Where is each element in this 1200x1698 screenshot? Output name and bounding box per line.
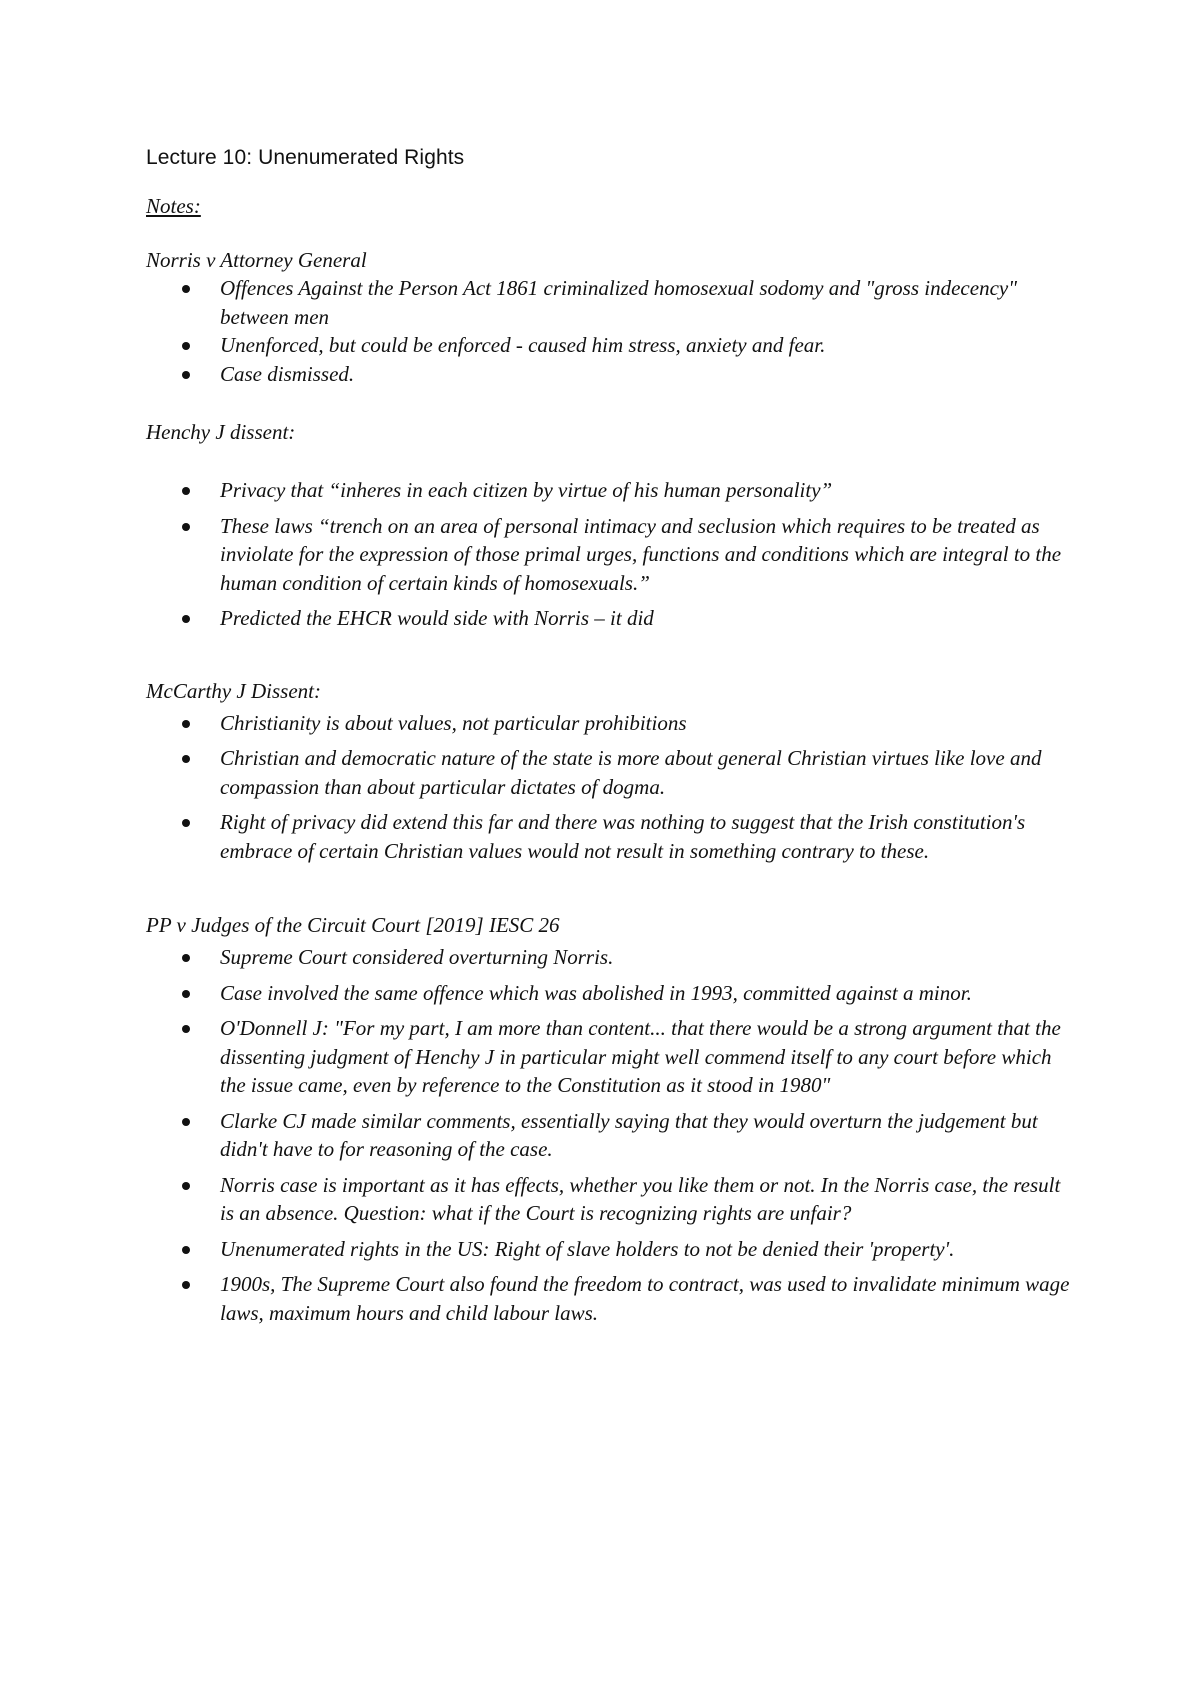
bullet-dot-icon (182, 487, 190, 495)
section-heading: PP v Judges of the Circuit Court [2019] IESC 26 (146, 913, 560, 937)
bullet-dot-icon (182, 615, 190, 623)
bullet-item (146, 1107, 1076, 1164)
document-content (146, 144, 1076, 1327)
bullet-item (146, 1235, 1076, 1264)
bullet-item (146, 1270, 1076, 1327)
bullet-dot-icon (182, 990, 190, 998)
bullet-text: O'Donnell J: "For my part, I am more than content... that there would be a strong argument that the dissenting judgment of Henchy J in particular might well commend itself to any court before which the issue came, even by reference to the Constitution as it stood in 1980" (220, 1016, 1061, 1097)
section-mccarthy-dissent (146, 677, 1076, 866)
bullet-text: Unenumerated rights in the US: Right of slave holders to not be denied their 'property'. (220, 1236, 955, 1261)
bullet-list (146, 476, 1076, 633)
bullet-text: Norris case is important as it has effects, whether you like them or not. In the Norris case, the result is an absence. Question: what if the Court is recognizing rights are unfair? (220, 1172, 1061, 1225)
bullet-text: Right of privacy did extend this far and there was nothing to suggest that the Irish constitution's embrace of certain Christian values would not result in something contrary to these. (220, 810, 1026, 863)
bullet-item (146, 744, 1076, 801)
bullet-list (146, 709, 1076, 866)
bullet-item (146, 709, 1076, 738)
section-heading: Henchy J dissent: (146, 420, 296, 444)
bullet-text: Predicted the EHCR would side with Norris – it did (220, 606, 654, 630)
bullet-dot-icon (182, 371, 190, 379)
bullet-text: Offences Against the Person Act 1861 criminalized homosexual sodomy and "gross indecency" between men (220, 276, 1018, 329)
bullet-item (146, 604, 1076, 633)
bullet-list (146, 274, 1076, 388)
section-henchy-dissent (146, 418, 1076, 633)
bullet-dot-icon (182, 819, 190, 827)
notes-label: Notes: (146, 194, 201, 218)
bullet-item (146, 943, 1076, 972)
bullet-text: Privacy that “inheres in each citizen by virtue of his human personality” (220, 478, 833, 502)
bullet-text: Unenforced, but could be enforced - caused him stress, anxiety and fear. (220, 333, 826, 357)
bullet-dot-icon (182, 1281, 190, 1289)
bullet-text: Supreme Court considered overturning Norris. (220, 945, 614, 969)
bullet-text: Case involved the same offence which was abolished in 1993, committed against a minor. (220, 980, 972, 1005)
bullet-dot-icon (182, 1246, 190, 1254)
bullet-dot-icon (182, 285, 190, 293)
bullet-text: Christian and democratic nature of the state is more about general Christian virtues like love and compassion than about particular dictates of dogma. (220, 746, 1042, 799)
bullet-item (146, 512, 1076, 598)
section-heading: McCarthy J Dissent: (146, 678, 321, 703)
bullet-dot-icon (182, 954, 190, 962)
bullet-dot-icon (182, 720, 190, 728)
bullet-dot-icon (182, 1182, 190, 1190)
bullet-text: Clarke CJ made similar comments, essentially saying that they would overturn the judgement but didn't have to for reasoning of the case. (220, 1108, 1038, 1161)
section-pp-v-judges-circuit-court (146, 911, 1076, 1327)
bullet-item (146, 331, 1076, 360)
bullet-text: 1900s, The Supreme Court also found the freedom to contract, was used to invalidate minimum wage laws, maximum hours and child labour laws. (220, 1272, 1070, 1325)
bullet-text: These laws “trench on an area of personal intimacy and seclusion which requires to be treated as inviolate for the expression of those primal urges, functions and conditions which are integral to the human condition of certain kinds of homosexuals.” (220, 513, 1062, 595)
bullet-text: Case dismissed. (220, 361, 355, 386)
bullet-dot-icon (182, 1025, 190, 1033)
bullet-item (146, 1014, 1076, 1100)
bullet-dot-icon (182, 1118, 190, 1126)
bullet-dot-icon (182, 523, 190, 531)
bullet-item (146, 808, 1076, 865)
bullet-list (146, 943, 1076, 1327)
section-norris-v-attorney-general (146, 246, 1076, 388)
bullet-dot-icon (182, 755, 190, 763)
bullet-dot-icon (182, 342, 190, 350)
document-title: Lecture 10: Unenumerated Rights (146, 146, 465, 169)
bullet-item (146, 979, 1076, 1008)
bullet-item (146, 274, 1076, 331)
section-heading: Norris v Attorney General (146, 248, 367, 272)
bullet-item (146, 1171, 1076, 1228)
bullet-text: Christianity is about values, not particular prohibitions (220, 710, 687, 735)
bullet-item (146, 476, 1076, 505)
bullet-item (146, 360, 1076, 389)
